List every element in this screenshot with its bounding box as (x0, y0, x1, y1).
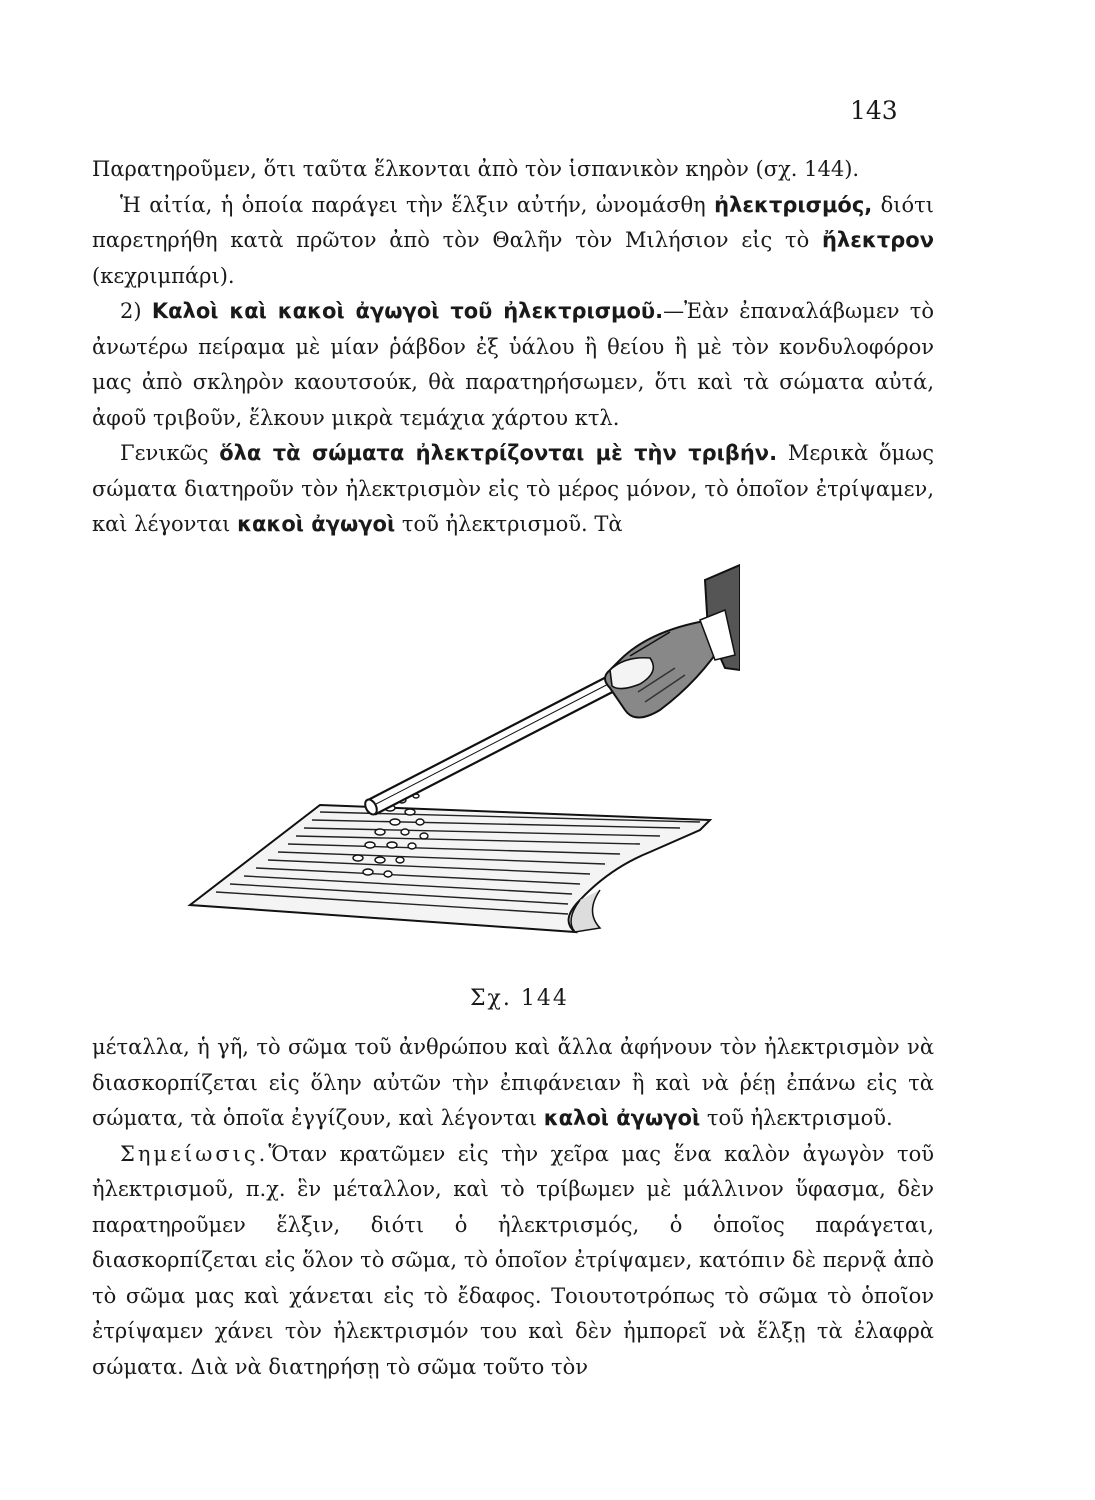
bold-term: ἠλεκτρισμός, (714, 192, 873, 217)
text-run: Γενικῶς (120, 441, 220, 465)
text-run: Ἡ αἰτία, ἡ ὁποία παράγει τὴν ἕλξιν αὐτήν, ὠνομάσθη (120, 192, 715, 217)
paragraph (92, 152, 934, 188)
text-block-bottom (92, 1030, 934, 1385)
paragraph (92, 1030, 934, 1137)
bold-term: κακοὶ ἀγωγοὶ (237, 512, 396, 536)
bold-term: καλοὶ ἀγωγοὶ (543, 1106, 701, 1130)
paragraph (92, 436, 934, 543)
figure-144-illustration (180, 560, 740, 960)
paragraph (92, 1137, 934, 1386)
text-run: 2) (120, 299, 152, 323)
text-run: τοῦ ἠλεκτρισμοῦ. (700, 1106, 893, 1130)
bold-term: ὅλα τὰ σώματα ἠλεκτρίζονται μὲ τὴν τριβήν. (219, 441, 778, 465)
glass-rod-icon (363, 670, 628, 816)
text-run: Παρατηροῦμεν, ὅτι ταῦτα ἕλκονται ἀπὸ τὸν ἱσπανικὸν κηρὸν (σχ. 144). (92, 157, 860, 181)
page-number: 143 (850, 96, 898, 125)
text-run: (κεχριμπάρι). (92, 263, 235, 288)
text-block-top (92, 152, 934, 543)
text-run: —Ἐὰν ἐπαναλάβωμεν τὸ ἀνωτέρω πείραμα μὲ μίαν ῥάβδον ἐξ ὑάλου ἢ θείου ἢ μὲ τὸν κονδυλοφόρον μας ἀπὸ σκληρὸν καουτσούκ, θὰ παρατηρήσωμεν, ὅτι καὶ τὰ σώματα αὐτά, ἀφοῦ τριβοῦν, ἕλκουν μικρὰ τεμάχια χάρτου κτλ. (92, 299, 934, 430)
bold-term: ἤλεκτρον (821, 228, 934, 252)
note-label: Σημείωσις. (120, 1141, 269, 1166)
paper-sheet-icon (190, 805, 710, 932)
text-run: Ὅταν κρατῶμεν εἰς τὴν χεῖρα μας ἕνα καλὸν ἀγωγὸν τοῦ ἠλεκτρισμοῦ, π.χ. ἓν μέταλλον, καὶ τὸ τρίβωμεν μὲ μάλλινον ὕφασμα, δὲν παρατηροῦμεν ἕλξιν, διότι ὁ ἠλεκτρισμός, ὁ ὁποῖος παράγεται, διασκορπίζεται εἰς ὅλον τὸ σῶμα, τὸ ὁποῖον ἐτρίψαμεν, κατόπιν δὲ περνᾷ ἀπὸ τὸ σῶμα μας καὶ χάνεται εἰς τὸ ἔδαφος. Τοιουτοτρόπως τὸ σῶμα τὸ ὁποῖον ἐτρίψαμεν χάνει τὸν ἠλεκτρισμόν του καὶ δὲν ἠμπορεῖ νὰ ἕλξῃ τὰ ἐλαφρὰ σώματα. Διὰ νὰ διατηρήσῃ τὸ σῶμα τοῦτο τὸν (92, 1141, 934, 1379)
bold-term: Καλοὶ καὶ κακοὶ ἀγωγοὶ τοῦ ἠλεκτρισμοῦ. (151, 299, 664, 323)
paragraph (92, 294, 934, 436)
text-run: Μερικὰ ὅμως σώματα διατηροῦν τὸν ἠλεκτρισμὸν εἰς τὸ μέρος μόνον, τὸ ὁποῖον ἐτρίψαμεν, καὶ λέγονται (92, 441, 935, 536)
text-run: διότι παρετηρήθη κατὰ πρῶτον ἀπὸ τὸν Θαλῆν τὸν Μιλήσιον εἰς τὸ (92, 192, 935, 252)
text-run: τοῦ ἠλεκτρισμοῦ. Τὰ (395, 512, 623, 536)
text-run: μέταλλα, ἡ γῆ, τὸ σῶμα τοῦ ἀνθρώπου καὶ ἄλλα ἀφήνουν τὸν ἠλεκτρισμὸν νὰ διασκορπίζεται εἰς ὅλην αὐτῶν τὴν ἐπιφάνειαν ἢ καὶ νὰ ῥέῃ ἐπάνω εἰς τὰ σώματα, τὰ ὁποῖα ἐγγίζουν, καὶ λέγονται (92, 1035, 934, 1130)
paragraph (92, 188, 934, 295)
figure-caption: Σχ. 144 (470, 986, 569, 1011)
